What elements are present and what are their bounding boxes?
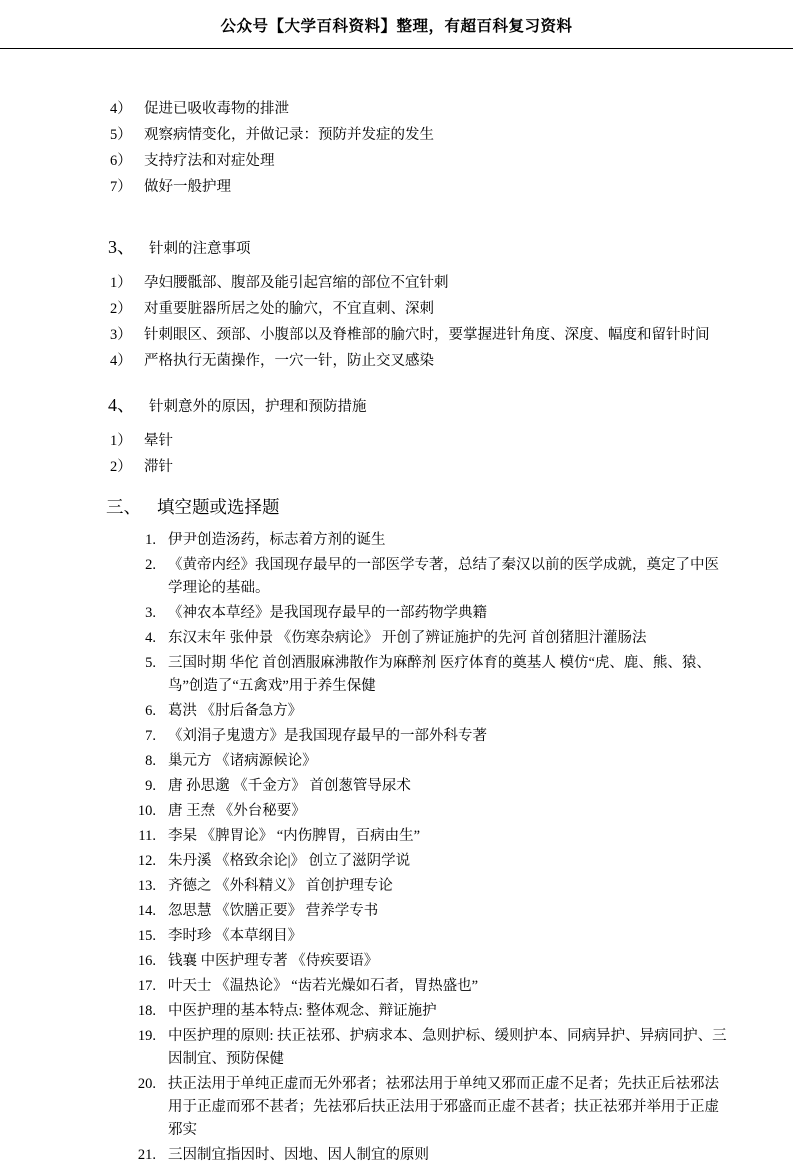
list-text: 齐德之 《外科精义》 首创护理专论	[168, 878, 393, 894]
list-text: 晕针	[144, 433, 173, 449]
list-marker: 4）	[110, 353, 132, 369]
header-title: 公众号【大学百科资料】整理，有超百科复习资料	[220, 18, 573, 35]
list-marker: 2）	[110, 301, 132, 317]
list-marker: 5.	[145, 655, 156, 671]
list-item	[128, 825, 731, 848]
list-marker: 10.	[137, 803, 156, 819]
list-marker: 4.	[145, 630, 156, 646]
list-text: 李杲 《脾胃论》 “内伤脾胃，百病由生”	[168, 828, 421, 844]
list-item	[110, 323, 731, 347]
list-marker: 1）	[110, 433, 132, 449]
list-item	[128, 627, 731, 650]
list-marker: 1）	[110, 275, 132, 291]
list-marker: 3）	[110, 327, 132, 343]
heading-3	[108, 235, 731, 261]
list-marker: 6）	[110, 153, 132, 169]
document-content	[0, 49, 793, 1167]
heading-3-text: 针刺的注意事项	[149, 241, 251, 257]
list-text: 忽思慧 《饮膳正要》 营养学专书	[168, 903, 379, 919]
list-item	[110, 455, 731, 479]
heading-4-list	[110, 429, 731, 479]
section-spacer	[110, 201, 731, 235]
list-marker: 17.	[137, 978, 156, 994]
list-text: 朱丹溪 《格致余论|》 创立了滋阴学说	[168, 853, 411, 869]
list-marker: 15.	[137, 928, 156, 944]
list-marker: 20.	[137, 1076, 156, 1092]
list-text: 伊尹创造汤药，标志着方剂的诞生	[168, 532, 386, 548]
list-text: 《黄帝内经》我国现存最早的一部医学专著，总结了秦汉以前的医学成就，奠定了中医学理论的基础。	[168, 557, 719, 596]
list-item	[128, 602, 731, 625]
list-item	[128, 700, 731, 723]
heading-3-list	[110, 271, 731, 373]
list-text: 叶天士 《温热论》 “齿若光燥如石者，胃热盛也”	[168, 978, 479, 994]
list-text: 葛洪 《肘后备急方》	[168, 703, 303, 719]
list-marker: 4）	[110, 101, 132, 117]
section-heading-text: 填空题或选择题	[157, 497, 280, 517]
list-marker: 6.	[145, 703, 156, 719]
list-item	[110, 97, 731, 121]
list-text: 观察病情变化，并做记录：预防并发症的发生	[144, 127, 434, 143]
section-heading-number: 三、	[106, 497, 141, 517]
list-text: 促进已吸收毒物的排泄	[144, 101, 289, 117]
list-marker: 2）	[110, 459, 132, 475]
heading-4	[108, 393, 731, 419]
list-text: 《神农本草经》是我国现存最早的一部药物学典籍	[168, 605, 487, 621]
list-item	[128, 652, 731, 698]
list-item	[110, 149, 731, 173]
list-item	[110, 271, 731, 295]
list-marker: 1.	[145, 532, 156, 548]
list-text: 支持疗法和对症处理	[144, 153, 275, 169]
list-marker: 16.	[137, 953, 156, 969]
list-item	[110, 123, 731, 147]
numbered-question-list	[110, 529, 731, 1167]
list-item	[128, 529, 731, 552]
list-item	[128, 950, 731, 973]
list-marker: 7）	[110, 179, 132, 195]
list-item	[110, 175, 731, 199]
list-item	[110, 429, 731, 453]
list-text: 做好一般护理	[144, 179, 231, 195]
list-text: 三国时期 华佗 首创酒服麻沸散作为麻醉剂 医疗体育的奠基人 模仿“虎、鹿、熊、猿、鸟”创造了“五禽戏”用于养生保健	[168, 655, 711, 694]
list-item	[128, 875, 731, 898]
list-text: 唐 王焘 《外台秘要》	[168, 803, 306, 819]
list-item	[110, 297, 731, 321]
list-marker: 5）	[110, 127, 132, 143]
list-item	[128, 775, 731, 798]
list-item	[128, 1025, 731, 1071]
list-item	[128, 800, 731, 823]
list-item	[128, 1073, 731, 1142]
list-text: 《刘涓子鬼遗方》是我国现存最早的一部外科专著	[168, 728, 487, 744]
first-paren-list	[110, 97, 731, 199]
list-item	[128, 725, 731, 748]
list-marker: 12.	[137, 853, 156, 869]
list-marker: 7.	[145, 728, 156, 744]
list-text: 滞针	[144, 459, 173, 475]
page-header	[0, 0, 793, 36]
list-marker: 2.	[145, 557, 156, 573]
list-marker: 11.	[138, 828, 156, 844]
list-text: 中医护理的原则: 扶正祛邪、护病求本、急则护标、缓则护本、同病异护、异病同护、三因制宜、预防保健	[168, 1028, 727, 1067]
list-text: 钱襄 中医护理专著 《侍疾要语》	[168, 953, 379, 969]
list-text: 李时珍 《本草纲目》	[168, 928, 303, 944]
list-marker: 18.	[137, 1003, 156, 1019]
heading-4-text: 针刺意外的原因，护理和预防措施	[149, 399, 367, 415]
list-item	[128, 925, 731, 948]
list-item	[128, 900, 731, 923]
list-marker: 19.	[137, 1028, 156, 1044]
heading-4-number: 4、	[108, 395, 135, 415]
list-text: 东汉末年 张仲景 《伤寒杂病论》 开创了辨证施护的先河 首创猪胆汁灌肠法	[168, 630, 647, 646]
list-marker: 14.	[137, 903, 156, 919]
list-item	[128, 554, 731, 600]
heading-3-number: 3、	[108, 237, 135, 257]
list-text: 三因制宜指因时、因地、因人制宜的原则	[168, 1147, 429, 1163]
section-heading-three	[106, 493, 731, 521]
list-item	[128, 1144, 731, 1167]
list-marker: 13.	[137, 878, 156, 894]
section-spacer	[110, 375, 731, 393]
top-spacer	[110, 49, 731, 97]
list-marker: 21.	[137, 1147, 156, 1163]
list-item	[110, 349, 731, 373]
list-marker: 3.	[145, 605, 156, 621]
list-text: 针刺眼区、颈部、小腹部以及脊椎部的腧穴时，要掌握进针角度、深度、幅度和留针时间	[144, 327, 710, 343]
list-item	[128, 1000, 731, 1023]
list-text: 严格执行无菌操作，一穴一针，防止交叉感染	[144, 353, 434, 369]
list-text: 扶正法用于单纯正虚而无外邪者；祛邪法用于单纯又邪而正虚不足者；先扶正后祛邪法用于正虚而邪不甚者；先祛邪后扶正法用于邪盛而正虚不甚者；扶正祛邪并举用于正虚邪实	[168, 1076, 719, 1138]
list-text: 巢元方 《诸病源候论》	[168, 753, 317, 769]
list-item	[128, 750, 731, 773]
list-text: 中医护理的基本特点: 整体观念、辩证施护	[168, 1003, 437, 1019]
list-text: 孕妇腰骶部、腹部及能引起宫缩的部位不宜针刺	[144, 275, 449, 291]
list-text: 唐 孙思邈 《千金方》 首创葱管导尿术	[168, 778, 411, 794]
list-item	[128, 975, 731, 998]
list-marker: 9.	[145, 778, 156, 794]
list-marker: 8.	[145, 753, 156, 769]
list-item	[128, 850, 731, 873]
list-text: 对重要脏器所居之处的腧穴，不宜直刺、深刺	[144, 301, 434, 317]
